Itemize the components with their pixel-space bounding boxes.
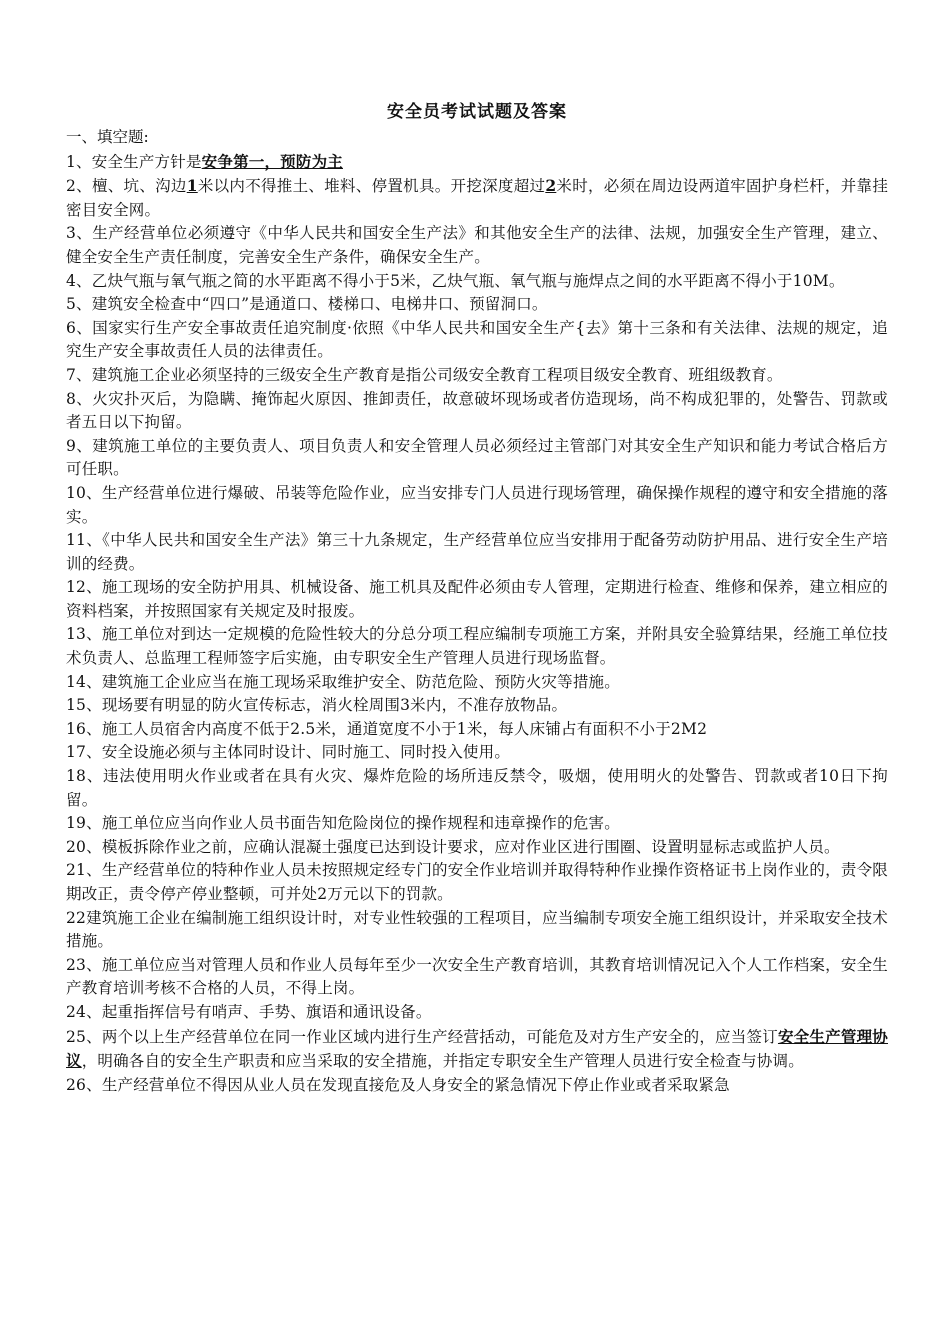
question-item	[66, 174, 888, 222]
question-text: 8、火灾扑灭后，为隐瞒、掩饰起火原因、推卸责任，故意破坏现场或者仿造现场，尚不构成犯罪的，处警告、罚款或者五日以下拘留。	[66, 389, 888, 432]
answer-text: 2	[545, 176, 557, 196]
question-text: 23、施工单位应当对管理人员和作业人员每年至少一次安全生产教育培训，其教育培训情况记入个人工作档案，安全生产教育培训考核不合格的人员，不得上岗。	[66, 955, 888, 998]
question-text: 15、现场要有明显的防火宣传标志，消火栓周围3米内，不准存放物品。	[66, 696, 568, 715]
question-text: 11、《中华人民共和国安全生产法》第三十九条规定，生产经营单位应当安排用于配备劳动防护用品、进行安全生产培训的经费。	[66, 531, 888, 573]
answer-text: 1	[186, 176, 198, 196]
question-text: 13、施工单位对到达一定规模的危险性较大的分总分项工程应编制专项施工方案，并附具安全验算结果，经施工单位技术负责人、总监理工程师签字后实施，由专职安全生产管理人员进行现场监督。	[66, 625, 888, 668]
question-text: 9、建筑施工单位的主要负责人、项目负责人和安全管理人员必须经过主管部门对其安全生产知识和能力考试合格后方可任职。	[66, 436, 888, 479]
question-text: 16、施工人员宿舍内高度不低于2.5米，通道宽度不小于1米，每人床铺占有面积不小于2M2	[66, 719, 708, 738]
question-text: 18、违法使用明火作业或者在具有火灾、爆炸危险的场所违反禁令，吸烟，使用明火的处警告、罚款或者10日下拘留。	[66, 767, 888, 809]
question-item	[66, 741, 888, 765]
question-text: 10、生产经营单位进行爆破、吊装等危险作业，应当安排专门人员进行现场管理，确保操作规程的遵守和安全措施的落实。	[66, 483, 888, 526]
question-item	[66, 293, 888, 317]
question-item	[66, 435, 888, 482]
question-item	[66, 671, 888, 695]
question-text: 米以内不得推土、堆料、停置机具。开挖深度超过	[197, 177, 546, 196]
question-text: 6、国家实行生产安全事故责任追究制度·依照《中华人民共和国安全生产{去》第十三条和有关法律、法规的规定，追究生产安全事故责任人员的法律责任。	[66, 318, 888, 361]
document-title: 安全员考试试题及答案	[387, 102, 567, 122]
question-text: 21、生产经营单位的特种作业人员未按照规定经专门的安全作业培训并取得特种作业操作资格证书上岗作业的，责令限期改正，责令停产停业整顿，可并处2万元以下的罚款。	[66, 861, 888, 903]
question-item	[66, 482, 888, 529]
question-item	[66, 859, 888, 906]
question-item	[66, 317, 888, 364]
question-text: 17、安全设施必须与主体同时设计、同时施工、同时投入使用。	[66, 743, 511, 762]
question-text: ，明确各自的安全生产职责和应当采取的安全措施，并指定专职安全生产管理人员进行安全检查与协调。	[81, 1052, 804, 1071]
question-text: 1、安全生产方针是	[66, 152, 202, 171]
document-page	[66, 100, 888, 1097]
question-text: 14、建筑施工企业应当在施工现场采取维护安全、防范危险、预防火灾等措施。	[66, 672, 620, 691]
question-item	[66, 1001, 888, 1025]
question-text: 12、施工现场的安全防护用具、机械设备、施工机具及配件必须由专人管理，定期进行检查、维修和保养，建立相应的资料档案，并按照国家有关规定及时报废。	[66, 578, 888, 620]
answer-text: 安全生产管理协议	[66, 1026, 888, 1071]
question-item	[66, 576, 888, 623]
question-text: 24、起重指挥信号有哨声、手势、旗语和通讯设备。	[66, 1002, 432, 1021]
question-text: 5、建筑安全检查中“四口”是通道口、楼梯口、电梯井口、预留洞口。	[66, 295, 548, 314]
question-text: 4、乙炔气瓶与氧气瓶之简的水平距离不得小于5米，乙炔气瓶、氧气瓶与施焊点之间的水平距离不得小于10M。	[66, 271, 845, 290]
question-item	[66, 812, 888, 836]
question-item	[66, 765, 888, 812]
question-text: 7、建筑施工企业必须坚持的三级安全生产教育是指公司级安全教育工程项目级安全教育、班组级教育。	[66, 365, 783, 384]
question-item	[66, 388, 888, 435]
question-text: 22建筑施工企业在编制施工组织设计时，对专业性较强的工程项目，应当编制专项安全施工组织设计，并采取安全技术措施。	[66, 908, 888, 951]
question-text: 2、檀、坑、沟边	[66, 177, 187, 196]
question-item	[66, 1025, 888, 1074]
question-item	[66, 954, 888, 1001]
question-item	[66, 1074, 888, 1098]
question-item	[66, 364, 888, 388]
question-item	[66, 694, 888, 718]
question-item	[66, 270, 888, 294]
question-text: 米时，必须在周边设两道牢固护身栏杆，并靠挂密目安全网。	[66, 177, 889, 219]
question-item	[66, 718, 888, 742]
question-item	[66, 150, 888, 175]
question-text: 3、生产经营单位必须遵守《中华人民共和国安全生产法》和其他安全生产的法律、法规，加强安全生产管理，建立、健全安全生产责任制度，完善安全生产条件，确保安全生产。	[66, 224, 888, 266]
question-text: 20、模板拆除作业之前，应确认混凝土强度已达到设计要求，应对作业区进行围圈、设置明显标志或监护人员。	[66, 837, 840, 856]
question-item	[66, 222, 888, 269]
question-text: 19、施工单位应当向作业人员书面告知危险岗位的操作规程和违章操作的危害。	[66, 814, 620, 833]
question-item	[66, 623, 888, 670]
question-text: 26、生产经营单位不得因从业人员在发现直接危及人身安全的紧急情况下停止作业或者采取紧急	[66, 1075, 730, 1094]
question-list	[66, 150, 888, 1098]
question-text: 25、两个以上生产经营单位在同一作业区域内进行生产经营括动，可能危及对方生产安全的，应当签订	[66, 1027, 778, 1046]
question-item	[66, 529, 888, 576]
question-item	[66, 907, 888, 954]
section-heading: 一、填空题:	[66, 128, 149, 146]
question-item	[66, 836, 888, 860]
answer-text: 安争第一，预防为主	[201, 151, 343, 171]
